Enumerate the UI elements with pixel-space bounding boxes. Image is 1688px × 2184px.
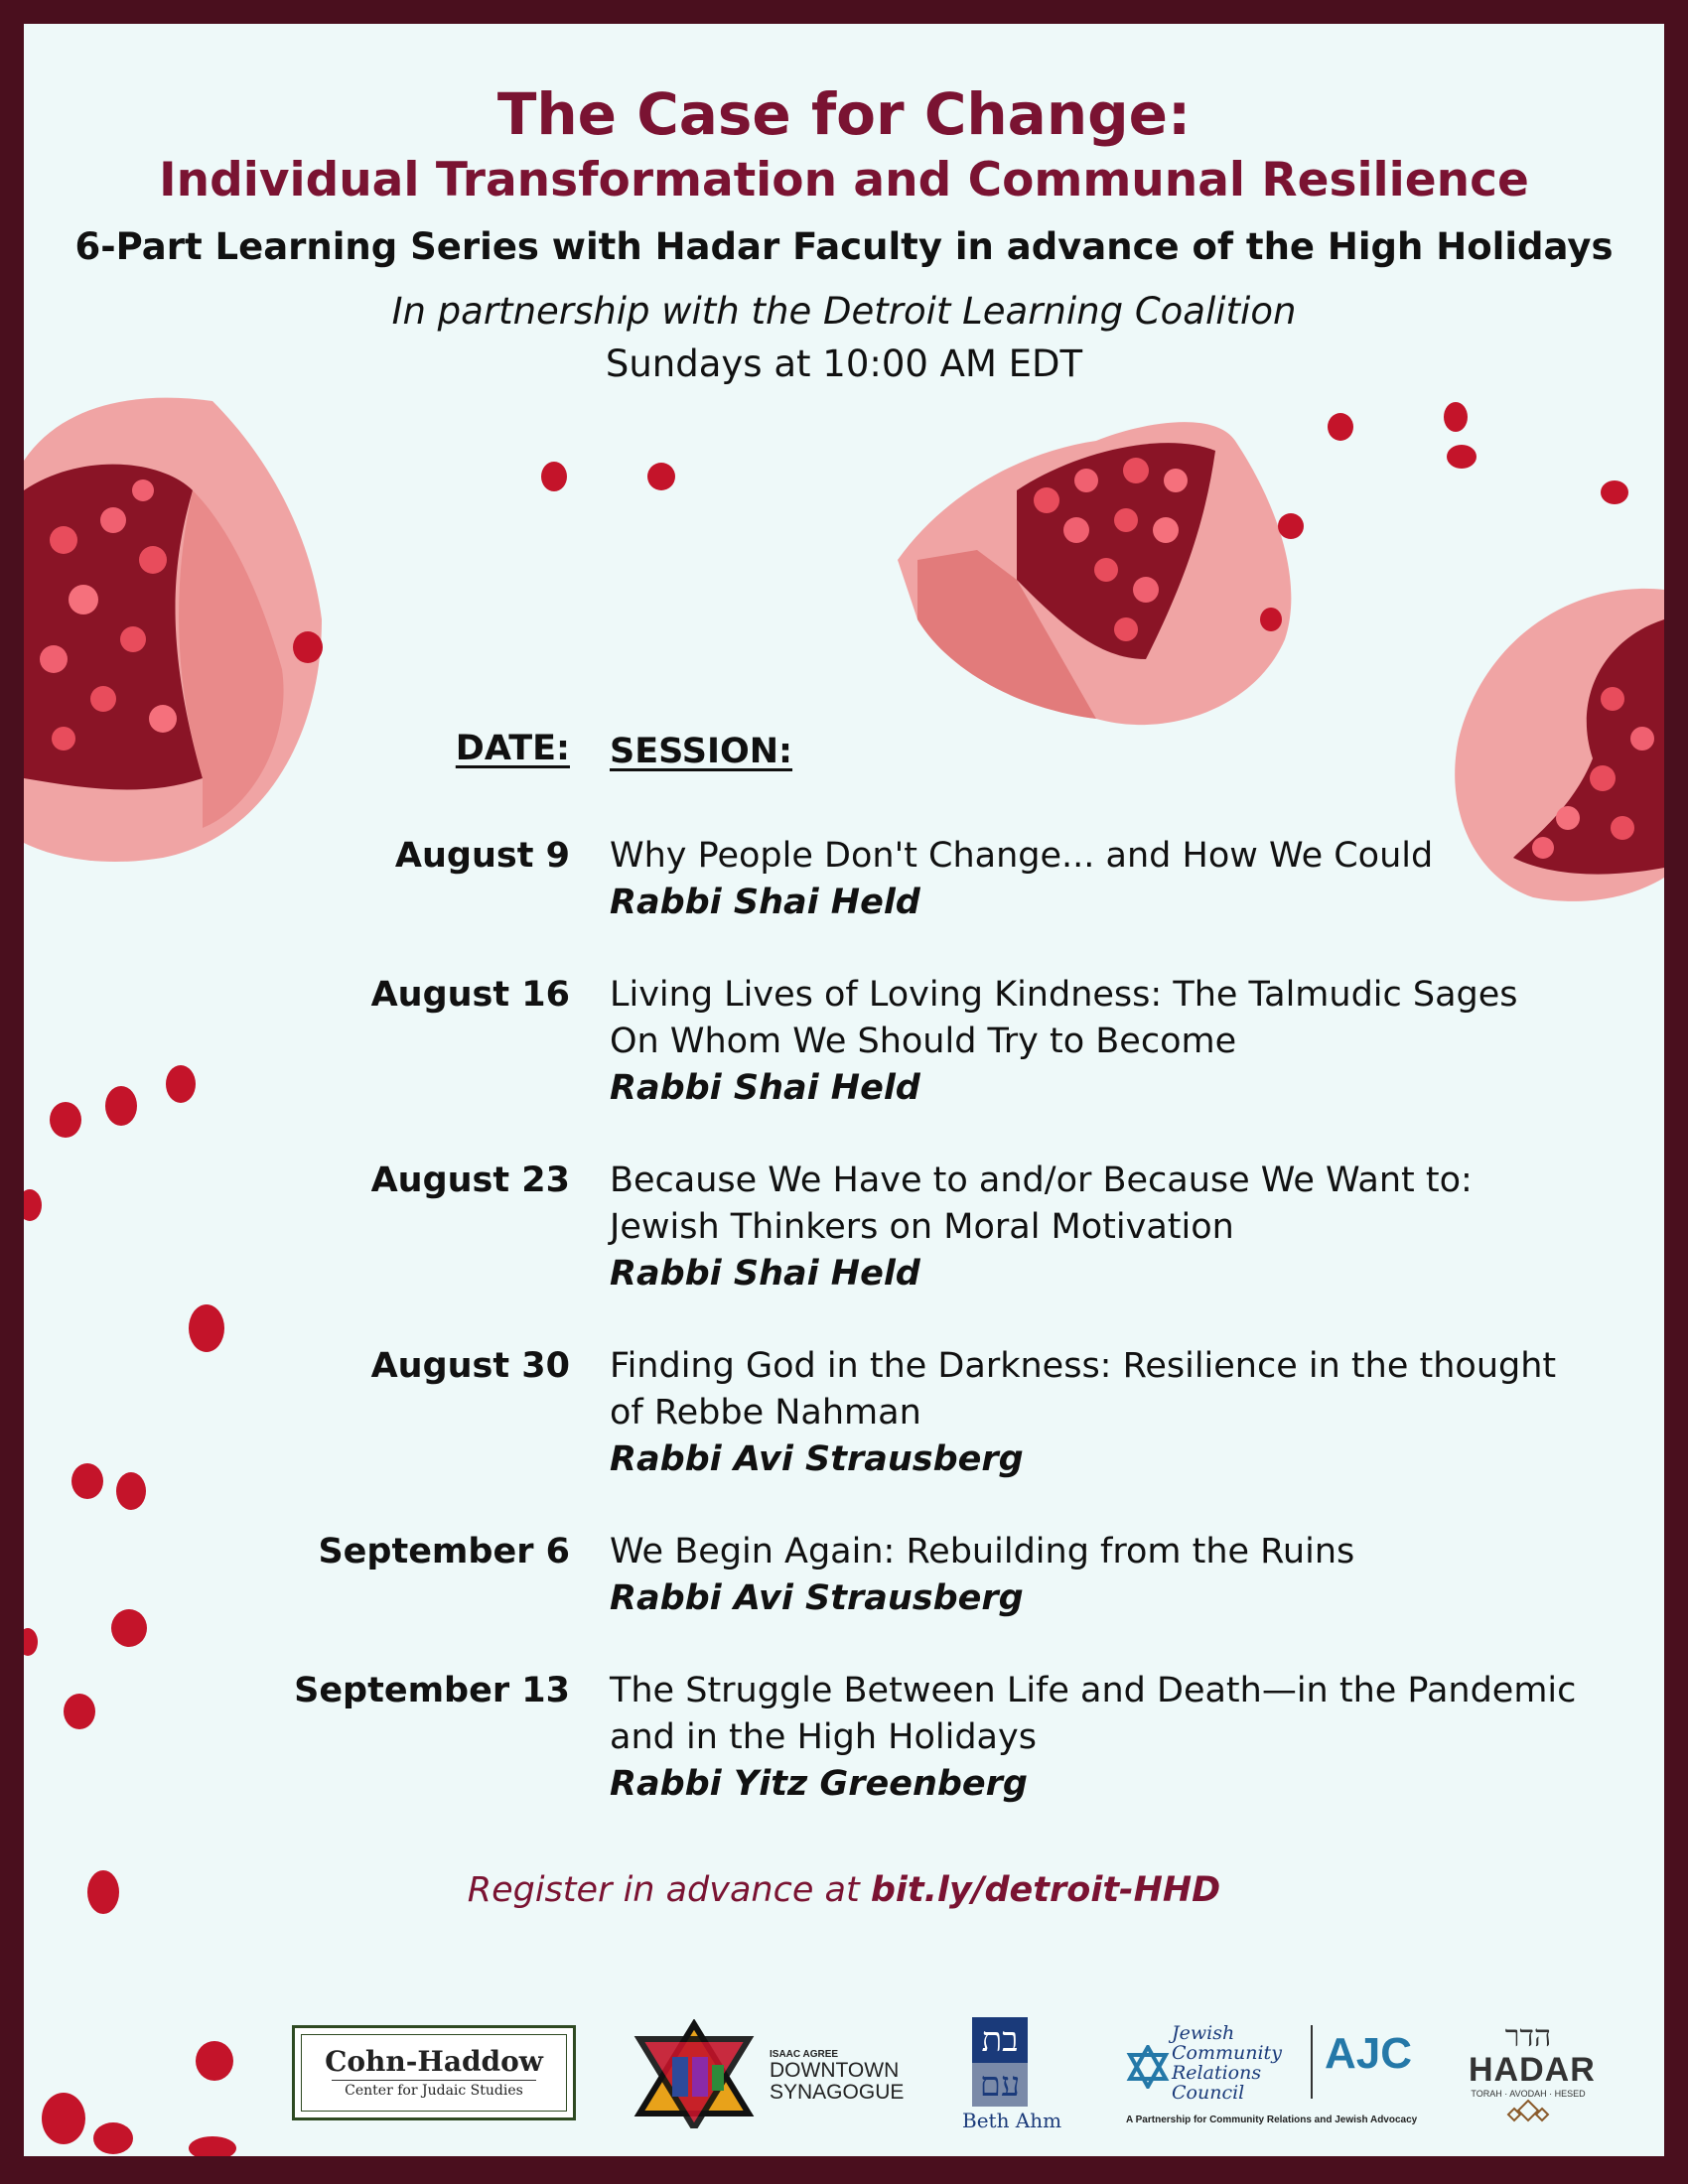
hadar-tagline: TORAH · AVODAH · HESED [1471, 2089, 1586, 2099]
session-date: August 16 [370, 975, 570, 1015]
session-details [610, 1158, 1593, 1297]
star-of-david-icon [1126, 2045, 1170, 2089]
register-prefix: Register in advance at [467, 1870, 860, 1910]
session-details [610, 1668, 1593, 1808]
session-speaker: Rabbi Avi Strausberg [610, 1439, 1024, 1479]
session-speaker: Rabbi Yitz Greenberg [610, 1764, 1028, 1804]
jcrc-line4: Council [1172, 2082, 1245, 2104]
session-date: September 13 [294, 1671, 570, 1710]
jcrc-divider [1311, 2025, 1313, 2099]
jcrc-tagline: A Partnership for Community Relations and Jewish Advocacy [1126, 2115, 1418, 2125]
session-speaker: Rabbi Shai Held [610, 1254, 920, 1294]
page-title: The Case for Change: [496, 80, 1192, 148]
session-row [222, 833, 1593, 926]
jcrc-ajc-logo [1126, 2019, 1444, 2138]
session-speaker: Rabbi Shai Held [610, 883, 920, 922]
session-details [610, 1529, 1593, 1622]
series-description: 6-Part Learning Series with Hadar Faculty in advance of the High Holidays [74, 225, 1614, 269]
beth-ahm-name: Beth Ahm [962, 2109, 1062, 2132]
session-title-line: Living Lives of Loving Kindness: The Talmudic Sages [610, 975, 1518, 1015]
beth-ahm-hebrew-top: בת [972, 2017, 1028, 2063]
poster [24, 24, 1664, 2156]
date-column-header: DATE: [455, 729, 570, 768]
session-details [610, 833, 1593, 926]
session-row [222, 1158, 1593, 1297]
partnership-line: In partnership with the Detroit Learning Coalition [391, 290, 1297, 334]
jcrc-line3: Relations [1172, 2062, 1262, 2084]
pomegranate-center-image [898, 422, 1291, 725]
session-date: September 6 [318, 1532, 570, 1571]
downtown-synagogue-small: ISAAC AGREE [770, 2049, 839, 2060]
star-of-david-icon [625, 2019, 764, 2128]
session-details [610, 1343, 1593, 1483]
downtown-synagogue-logo [625, 2019, 903, 2128]
downtown-synagogue-line2: SYNAGOGUE [770, 2081, 905, 2104]
session-row [222, 1668, 1593, 1808]
session-column-header: SESSION: [610, 732, 793, 771]
session-row [222, 1343, 1593, 1483]
session-speaker: Rabbi Avi Strausberg [610, 1578, 1024, 1618]
session-title-line: Jewish Thinkers on Moral Motivation [610, 1207, 1234, 1247]
downtown-synagogue-line1: DOWNTOWN [770, 2059, 900, 2082]
beth-ahm-logo [962, 2009, 1071, 2138]
session-schedule [222, 729, 1593, 1853]
schedule-header-row [222, 729, 1593, 775]
schedule-time: Sundays at 10:00 AM EDT [605, 342, 1083, 386]
page-subtitle: Individual Transformation and Communal Resilience [159, 152, 1529, 207]
session-date: August 23 [370, 1160, 570, 1200]
session-title-line: On Whom We Should Try to Become [610, 1022, 1237, 1061]
hadar-name: HADAR [1469, 2051, 1596, 2089]
cohn-haddow-name: Cohn-Haddow [325, 2045, 543, 2078]
session-details [610, 972, 1593, 1112]
cohn-haddow-subtitle: Center for Judaic Studies [332, 2080, 536, 2099]
hadar-hebrew: הדר [1504, 2019, 1552, 2054]
diamond-ornament-icon [1498, 2099, 1558, 2128]
session-list [222, 833, 1593, 1808]
jcrc-line1: Jewish [1172, 2022, 1235, 2044]
session-date: August 30 [370, 1346, 570, 1386]
session-title-line: and in the High Holidays [610, 1717, 1037, 1757]
cohn-haddow-logo [292, 2025, 576, 2120]
header [24, 80, 1664, 386]
ajc-wordmark: AJC [1325, 2029, 1413, 2078]
session-row [222, 972, 1593, 1112]
beth-ahm-hebrew-bottom: עם [972, 2063, 1028, 2107]
jcrc-line2: Community [1172, 2042, 1282, 2064]
sponsor-logos [24, 2009, 1664, 2148]
session-title-line: We Begin Again: Rebuilding from the Ruins [610, 1532, 1355, 1571]
session-row [222, 1529, 1593, 1622]
session-speaker: Rabbi Shai Held [610, 1068, 920, 1108]
session-title-line: The Struggle Between Life and Death—in the Pandemic [610, 1671, 1577, 1710]
session-title-line: Finding God in the Darkness: Resilience in the thought [610, 1346, 1557, 1386]
session-date: August 9 [394, 836, 570, 876]
registration-line [24, 1870, 1664, 1910]
hadar-logo [1469, 2019, 1596, 2140]
session-title-line: Why People Don't Change... and How We Could [610, 836, 1434, 876]
register-link[interactable]: bit.ly/detroit-HHD [870, 1870, 1221, 1910]
session-title-line: of Rebbe Nahman [610, 1393, 921, 1433]
session-title-line: Because We Have to and/or Because We Want to: [610, 1160, 1473, 1200]
